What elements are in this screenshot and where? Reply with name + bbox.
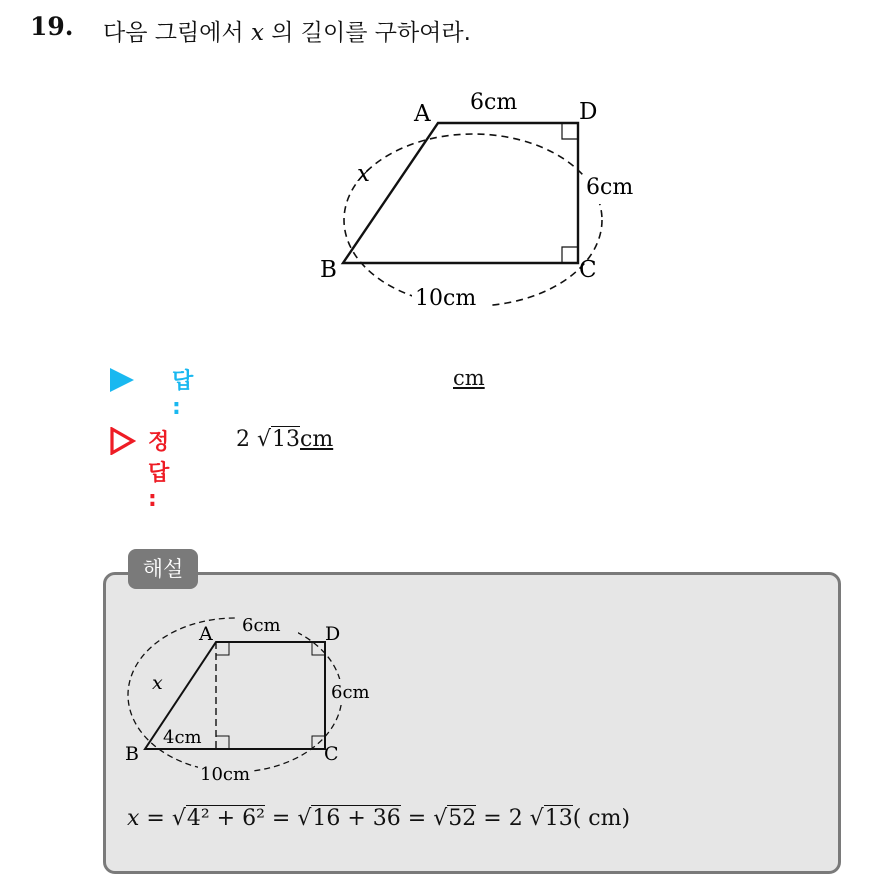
- question-variable: x: [250, 20, 264, 46]
- solution-length-AD: 6cm: [242, 615, 281, 636]
- trapezoid-figure: [300, 80, 660, 315]
- formula-eq-2: =: [264, 806, 298, 831]
- outline-triangle-icon: [110, 427, 136, 455]
- correct-value: 2 √13cm: [236, 427, 334, 452]
- formula-eq-4: =: [476, 806, 509, 831]
- length-DC: 6cm: [586, 175, 634, 200]
- correct-unit: cm: [300, 427, 334, 452]
- solution-right-angle-foot: [216, 736, 229, 749]
- solution-right-angle-D: [312, 642, 325, 655]
- solution-formula: x = √4² + 6² = √16 + 36 = √52 = 2 √13( cm): [127, 806, 631, 831]
- correct-radicand: 13: [272, 427, 301, 452]
- formula-rad-4: 13: [544, 806, 573, 831]
- length-AD: 6cm: [470, 90, 518, 115]
- solution-label-A: A: [199, 623, 213, 645]
- correct-coef: 2: [236, 427, 250, 452]
- solution-length-foot: 4cm: [163, 727, 202, 748]
- solution-label-x: x: [152, 672, 163, 694]
- formula-coef: 2: [508, 806, 523, 831]
- question-text-before: 다음 그림에서: [103, 20, 251, 46]
- solution-length-DC: 6cm: [331, 682, 370, 703]
- answer-label: 답 :: [172, 369, 194, 420]
- solution-tag: 해설: [128, 549, 198, 589]
- formula-unit: ( cm): [572, 806, 631, 831]
- right-angle-D: [562, 123, 578, 139]
- formula-lhs: x: [127, 806, 140, 831]
- correct-label: 정답 :: [148, 430, 170, 512]
- formula-eq-1: =: [139, 806, 172, 831]
- play-triangle-icon: [110, 368, 134, 392]
- solution-label-B: B: [125, 743, 139, 765]
- length-BC: 10cm: [415, 286, 477, 311]
- question-text-after: 의 길이를 구하여라.: [263, 20, 471, 46]
- label-A: A: [414, 101, 431, 127]
- formula-rad-2: 16 + 36: [312, 806, 401, 831]
- solution-label-C: C: [324, 743, 339, 765]
- trapezoid-ABCD: [343, 123, 578, 263]
- solution-label-D: D: [325, 623, 341, 645]
- solution-length-BC: 10cm: [200, 764, 251, 785]
- question-number: 19.: [30, 12, 74, 41]
- formula-eq-3: =: [400, 806, 434, 831]
- formula-rad-3: 52: [448, 806, 477, 831]
- circumcircle-dashed: [344, 134, 602, 306]
- question-text: [103, 14, 471, 47]
- formula-rad-1: 4² + 6²: [186, 806, 265, 831]
- solution-figure: [118, 612, 388, 792]
- answer-unit: cm: [453, 366, 485, 390]
- label-B: B: [320, 257, 337, 283]
- label-x: x: [357, 161, 370, 187]
- label-C: C: [579, 257, 597, 283]
- solution-right-angle-A: [216, 642, 229, 655]
- right-angle-C: [562, 247, 578, 263]
- label-D: D: [579, 99, 598, 125]
